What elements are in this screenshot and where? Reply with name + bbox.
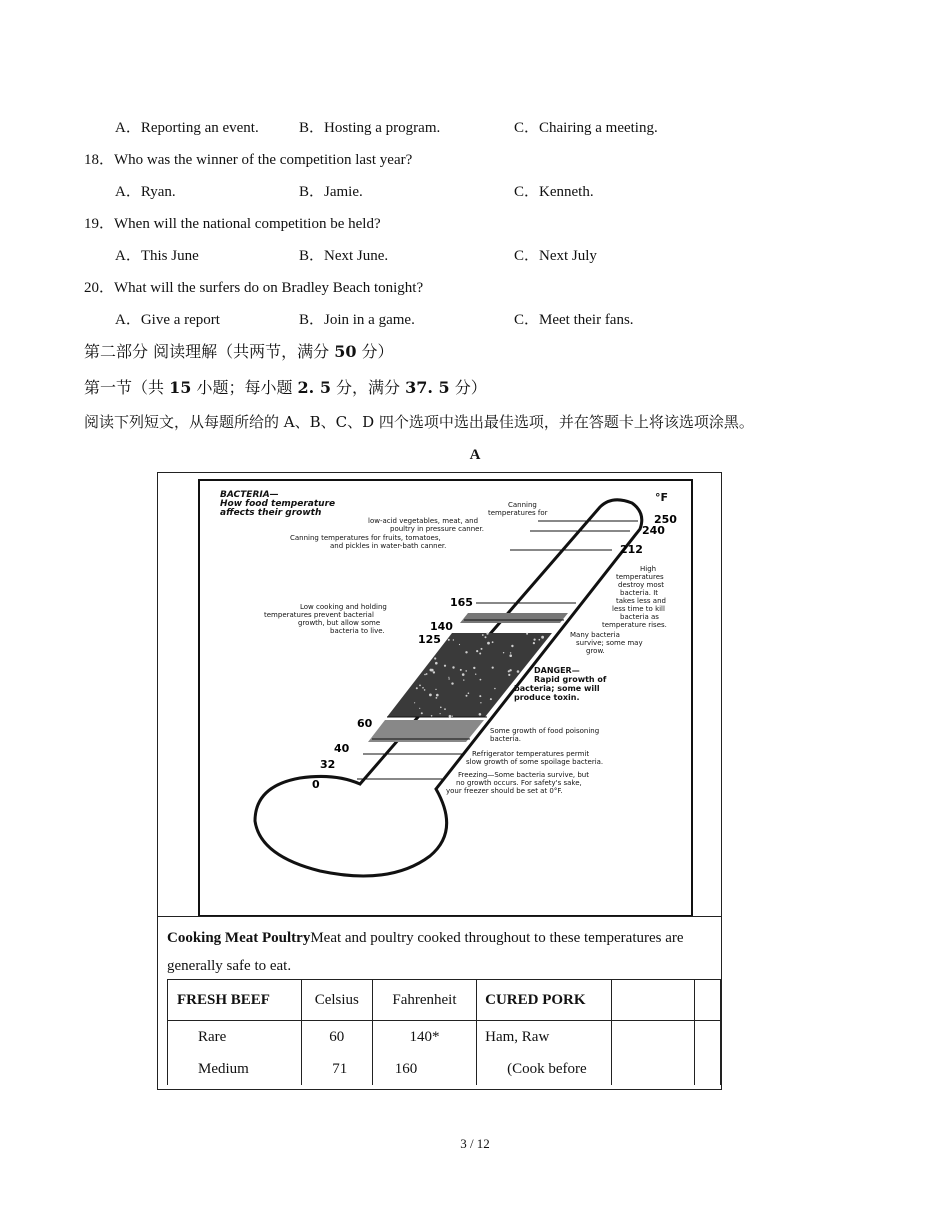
speckle: [485, 636, 487, 638]
speckle: [424, 689, 426, 691]
svg-text:bacteria.: bacteria.: [490, 735, 521, 743]
note-many-bacteria: [570, 631, 643, 655]
instruction-text: 阅读下列短文，从每题所给的 A、B、C、D 四个选项中选出最佳选项，并在答题卡上将该选项涂黑。: [84, 413, 754, 431]
diagram-title-1: BACTERIA—: [220, 490, 279, 500]
cell-empty: [612, 1021, 695, 1054]
note-high-temps: [602, 565, 667, 629]
speckle: [468, 692, 470, 694]
speckle: [430, 669, 433, 672]
header-empty-1: [612, 980, 695, 1021]
svg-text:bacteria. It: bacteria. It: [620, 589, 659, 597]
header-fresh-beef: FRESH BEEF: [168, 980, 302, 1021]
speckle: [440, 707, 442, 709]
svg-text:Low cooking and holding: Low cooking and holding: [300, 603, 387, 611]
speckle: [465, 670, 467, 672]
speckle: [482, 634, 484, 636]
speckle: [440, 713, 441, 714]
note-some-growth: [490, 727, 599, 743]
speckle: [435, 689, 436, 690]
header-empty-2: [695, 980, 721, 1021]
speckle: [444, 708, 446, 710]
speckle: [508, 674, 510, 676]
temp-240: 240: [642, 524, 665, 537]
speckle: [463, 679, 464, 680]
svg-text:Freezing—Some bacteria survive: Freezing—Some bacteria survive, but: [458, 771, 589, 779]
diagram-title-2: How food temperature: [220, 499, 336, 509]
note-canning-fruits: [290, 534, 446, 550]
table-row: [168, 1053, 721, 1085]
option-a: A．Ryan.: [115, 184, 176, 200]
option-c: C．Chairing a meeting.: [514, 120, 658, 136]
speckle: [436, 694, 439, 697]
speckle: [451, 682, 453, 684]
speckle: [422, 687, 424, 689]
svg-text:produce toxin.: produce toxin.: [514, 693, 580, 702]
question-stem: When will the national competition be held?: [114, 216, 381, 232]
svg-text:less time to kill: less time to kill: [612, 605, 665, 613]
speckle: [492, 667, 494, 669]
note-low-cooking: [264, 603, 387, 635]
speckle: [426, 673, 428, 675]
temp-40: 40: [334, 742, 350, 755]
svg-text:low-acid vegetables, meat, and: low-acid vegetables, meat, and: [368, 517, 479, 525]
svg-text:poultry in pressure canner.: poultry in pressure canner.: [390, 525, 484, 533]
passage-figure: [157, 472, 722, 1090]
svg-text:Canning: Canning: [508, 501, 537, 509]
question-19: [84, 212, 381, 233]
figure-separator: [158, 916, 721, 917]
option-a: A．This June: [115, 248, 199, 264]
table-header-row: [168, 980, 721, 1021]
cell-empty: [695, 1053, 721, 1085]
speckle: [539, 639, 541, 641]
cell-pork: (Cook before: [477, 1053, 612, 1085]
temp-250: 250: [654, 513, 677, 526]
svg-text:your freezer should be set at: your freezer should be set at 0°F.: [446, 787, 563, 795]
speckle: [509, 669, 511, 671]
svg-text:DANGER—: DANGER—: [534, 666, 580, 675]
section-heading: 第一节（共 15 小题；每小题 2. 5 分，满分 37. 5 分）: [84, 378, 487, 397]
table-caption: Cooking Meat PoultryMeat and poultry cooked throughout to these temperatures are generally safe to eat.: [167, 930, 684, 974]
speckle: [480, 702, 481, 703]
speckle: [436, 697, 438, 699]
svg-text:temperature rises.: temperature rises.: [602, 621, 667, 629]
speckle: [473, 667, 475, 669]
cooking-temperature-table: [167, 979, 721, 1085]
svg-text:takes less and: takes less and: [616, 597, 666, 605]
note-freezing: [446, 771, 589, 795]
cell-empty: [695, 1021, 721, 1054]
cell-fahrenheit: 140*: [372, 1021, 476, 1054]
svg-text:bacteria as: bacteria as: [620, 613, 659, 621]
svg-text:bacteria; some will: bacteria; some will: [514, 684, 600, 693]
speckle: [475, 674, 476, 675]
svg-text:High: High: [640, 565, 657, 573]
svg-text:slow growth of some spoilage b: slow growth of some spoilage bacteria.: [466, 758, 604, 766]
svg-text:grow.: grow.: [586, 647, 605, 655]
speckle: [421, 712, 423, 714]
speckle: [509, 654, 512, 657]
speckle: [476, 650, 478, 652]
speckle: [517, 670, 520, 673]
svg-text:temperatures prevent bacterial: temperatures prevent bacterial: [264, 611, 374, 619]
header-cured-pork: CURED PORK: [477, 980, 612, 1021]
speckle: [416, 687, 418, 689]
option-b: B．Join in a game.: [299, 312, 415, 328]
svg-text:and pickles in water-bath cann: and pickles in water-bath canner.: [330, 542, 447, 550]
svg-text:Canning temperatures for fruit: Canning temperatures for fruits, tomatoes,: [290, 534, 441, 542]
part-heading: 第二部分 阅读理解（共两节，满分 50 分）: [84, 342, 394, 361]
speckle: [433, 671, 435, 673]
speckle: [466, 695, 468, 697]
option-a: A．Reporting an event.: [115, 120, 259, 136]
speckle: [494, 688, 496, 690]
unit-label: °F: [655, 491, 669, 504]
speckle: [479, 653, 481, 655]
speckle: [481, 648, 483, 650]
svg-text:survive; some may: survive; some may: [576, 639, 643, 647]
note-refrigerator: [466, 750, 603, 766]
note-canning-low-acid: [368, 501, 548, 533]
speckle: [459, 644, 460, 645]
option-b: B．Next June.: [299, 248, 389, 264]
speckle: [419, 708, 420, 709]
speckle: [424, 674, 426, 676]
table-row: [168, 1021, 721, 1054]
svg-text:Refrigerator temperatures perm: Refrigerator temperatures permit: [472, 750, 590, 758]
question-stem: What will the surfers do on Bradley Beach tonight?: [114, 280, 424, 296]
speckle: [444, 665, 446, 667]
svg-text:Some growth of food poisoning: Some growth of food poisoning: [490, 727, 600, 735]
speckle: [462, 673, 465, 676]
option-b: B．Hosting a program.: [299, 120, 441, 136]
speckle: [490, 698, 492, 700]
speckle: [479, 695, 481, 697]
speckle: [448, 678, 449, 679]
hatched-zone-upper: [460, 613, 568, 623]
speckle: [435, 662, 438, 665]
option-b: B．Jamie.: [299, 184, 363, 200]
option-a: A．Give a report: [115, 312, 220, 328]
question-20: [84, 276, 423, 297]
speckle: [492, 641, 494, 643]
temp-0: 0: [312, 778, 320, 791]
temp-60: 60: [357, 717, 373, 730]
svg-text:no growth occurs. For safety's: no growth occurs. For safety's sake,: [456, 779, 582, 787]
speckle: [452, 716, 453, 717]
temp-165: 165: [450, 596, 473, 609]
svg-text:Rapid growth of: Rapid growth of: [534, 675, 607, 684]
svg-text:growth, but allow some: growth, but allow some: [298, 619, 381, 627]
speckle: [429, 694, 432, 697]
speckle: [465, 651, 467, 653]
cell-doneness: Medium: [168, 1053, 302, 1085]
temp-125: 125: [418, 633, 441, 646]
cell-doneness: Rare: [168, 1021, 302, 1054]
speckle: [431, 715, 433, 717]
speckle: [510, 652, 511, 653]
svg-text:temperatures: temperatures: [616, 573, 664, 581]
question-18: [84, 148, 412, 169]
cell-pork: Ham, Raw: [477, 1021, 612, 1054]
question-stem: Who was the winner of the competition last year?: [114, 152, 413, 168]
speckle: [453, 639, 454, 640]
cell-celsius: 71: [301, 1053, 372, 1085]
thermometer-svg: [200, 481, 691, 915]
speckle: [460, 669, 462, 671]
speckle: [480, 679, 482, 681]
speckle: [526, 633, 528, 635]
temp-140: 140: [430, 620, 453, 633]
speckle: [448, 677, 449, 678]
speckle: [419, 685, 421, 687]
question-number: 18．: [84, 152, 115, 168]
speckle: [414, 702, 415, 703]
cell-fahrenheit: 160: [372, 1053, 476, 1085]
question-number: 19．: [84, 216, 115, 232]
temp-212: 212: [620, 543, 643, 556]
svg-text:destroy most: destroy most: [618, 581, 665, 589]
speckle: [487, 642, 490, 645]
speckle: [503, 652, 504, 653]
speckle: [534, 639, 536, 641]
thermometer-diagram: [198, 479, 693, 917]
option-c: C．Next July: [514, 248, 597, 264]
question-number: 20．: [84, 280, 115, 296]
speckle: [486, 633, 488, 635]
option-c: C．Kenneth.: [514, 184, 594, 200]
speckle: [541, 636, 544, 639]
header-celsius: Celsius: [301, 980, 372, 1021]
speckle: [452, 666, 454, 668]
temp-32: 32: [320, 758, 336, 771]
svg-text:temperatures for: temperatures for: [488, 509, 548, 517]
speckle: [448, 639, 450, 641]
speckle: [479, 713, 482, 716]
passage-label: A: [469, 447, 481, 463]
svg-text:Many bacteria: Many bacteria: [570, 631, 620, 639]
speckle: [434, 657, 436, 659]
page-number: 3 / 12: [460, 1136, 490, 1151]
cell-empty: [612, 1053, 695, 1085]
diagram-title-3: affects their growth: [220, 508, 322, 518]
speckle: [511, 645, 513, 647]
header-fahrenheit: Fahrenheit: [372, 980, 476, 1021]
svg-text:bacteria to live.: bacteria to live.: [330, 627, 385, 635]
cell-celsius: 60: [301, 1021, 372, 1054]
speckle: [449, 715, 452, 718]
option-c: C．Meet their fans.: [514, 312, 634, 328]
speckle: [533, 642, 535, 644]
